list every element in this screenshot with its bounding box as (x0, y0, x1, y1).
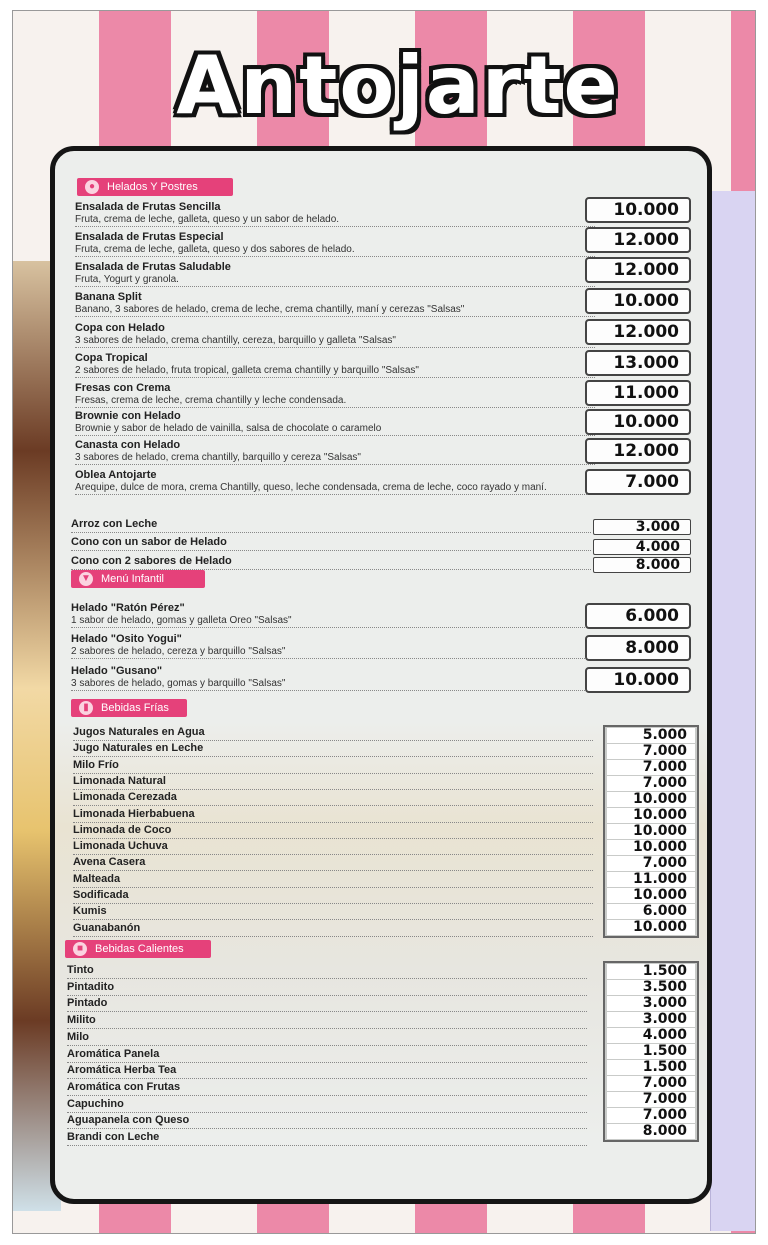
drink-name: Limonada Natural (73, 774, 593, 790)
item-description: Fruta, Yogurt y granola. (75, 274, 595, 287)
drink-price: 10.000 (607, 808, 695, 823)
menu-item (75, 322, 595, 348)
drink-name: Limonada Uchuva (73, 839, 593, 855)
drink-price: 10.000 (607, 792, 695, 807)
item-description: 1 sabor de helado, gomas y galleta Oreo "Salsas" (71, 615, 591, 628)
item-name: Banana Split (75, 291, 142, 303)
item-price: 11.000 (585, 380, 691, 406)
drink-price: 7.000 (607, 760, 695, 775)
hot-drink-icon: ■ (73, 942, 87, 956)
drink-price: 10.000 (607, 824, 695, 839)
menu-item (71, 665, 591, 691)
item-price: 12.000 (585, 319, 691, 345)
drink-name: Jugo Naturales en Leche (73, 741, 593, 757)
item-name: Copa Tropical (75, 352, 148, 364)
item-name: Fresas con Crema (75, 382, 171, 394)
drink-name: Pintado (67, 996, 587, 1012)
drink-name: Kumis (73, 904, 593, 920)
item-name: Oblea Antojarte (75, 469, 157, 481)
section-infantil-title: Menú Infantil (101, 573, 164, 585)
item-price: 10.000 (585, 409, 691, 435)
drink-name: Brandi con Leche (67, 1130, 587, 1146)
drink-price: 10.000 (607, 920, 695, 935)
drink-price: 11.000 (607, 872, 695, 887)
menu-item (75, 382, 595, 408)
item-description: 3 sabores de helado, crema chantilly, cereza, barquillo y galleta "Salsas" (75, 335, 595, 348)
drink-price: 1.500 (607, 1060, 695, 1075)
item-description: 2 sabores de helado, fruta tropical, galleta crema chantilly y barquillo "Salsas" (75, 365, 595, 378)
ice-cream-icon: ● (85, 180, 99, 194)
item-name: Ensalada de Frutas Saludable (75, 261, 231, 273)
item-price: 7.000 (585, 469, 691, 495)
menu-item-name: Cono con 2 sabores de Helado (71, 554, 591, 570)
drinks-illustration-right (710, 191, 755, 1231)
drink-price: 7.000 (607, 776, 695, 791)
item-name: Canasta con Helado (75, 439, 181, 451)
drink-price: 7.000 (607, 1108, 695, 1123)
drink-price: 7.000 (607, 856, 695, 871)
item-description: 3 sabores de helado, gomas y barquillo "Salsas" (71, 678, 591, 691)
item-name: Ensalada de Frutas Sencilla (75, 201, 221, 213)
item-description: Arequipe, dulce de mora, crema Chantilly, queso, leche condensada, crema de leche, coco rayado y maní. (75, 482, 595, 495)
menu-item-name: Arroz con Leche (71, 517, 591, 533)
menu-board (50, 146, 712, 1204)
drink-name: Milito (67, 1013, 587, 1029)
section-frias-header (71, 699, 187, 717)
drink-name: Limonada de Coco (73, 823, 593, 839)
item-price: 4.000 (593, 539, 691, 555)
item-description: Banano, 3 sabores de helado, crema de leche, crema chantilly, maní y cerezas "Salsas" (75, 304, 595, 317)
item-name: Copa con Helado (75, 322, 165, 334)
drink-price: 7.000 (607, 1092, 695, 1107)
item-price: 10.000 (585, 197, 691, 223)
section-helados-title: Helados Y Postres (107, 181, 198, 193)
drink-name: Aromática Herba Tea (67, 1063, 587, 1079)
section-helados-header (77, 178, 233, 196)
drink-price: 4.000 (607, 1028, 695, 1043)
brand-logo: Antojarte (176, 39, 620, 132)
drink-name: Capuchino (67, 1097, 587, 1113)
drink-name: Malteada (73, 872, 593, 888)
drink-name: Aromática con Frutas (67, 1080, 587, 1096)
drink-name: Sodificada (73, 888, 593, 904)
ice-cream-cone-icon: ▼ (79, 572, 93, 586)
menu-item (71, 633, 591, 659)
item-price: 3.000 (593, 519, 691, 535)
cold-drink-icon: ▮ (79, 701, 93, 715)
frias-price-table (603, 725, 699, 938)
item-price: 8.000 (585, 635, 691, 661)
item-name: Ensalada de Frutas Especial (75, 231, 224, 243)
drink-name: Pintadito (67, 980, 587, 996)
drink-price: 3.000 (607, 996, 695, 1011)
menu-item (75, 439, 595, 465)
calientes-price-table (603, 961, 699, 1142)
section-calientes-title: Bebidas Calientes (95, 943, 184, 955)
item-price: 10.000 (585, 667, 691, 693)
item-description: Fruta, crema de leche, galleta, queso y dos sabores de helado. (75, 244, 595, 257)
menu-item (71, 602, 591, 628)
drink-name: Limonada Cerezada (73, 790, 593, 806)
section-calientes-header (65, 940, 211, 958)
drink-name: Milo Frío (73, 758, 593, 774)
menu-item (75, 261, 595, 287)
drink-name: Jugos Naturales en Agua (73, 725, 593, 741)
drink-price: 3.500 (607, 980, 695, 995)
drink-price: 10.000 (607, 888, 695, 903)
drink-name: Limonada Hierbabuena (73, 807, 593, 823)
drink-name: Aromática Panela (67, 1047, 587, 1063)
item-price: 12.000 (585, 257, 691, 283)
drink-price: 8.000 (607, 1124, 695, 1139)
menu-item (75, 352, 595, 378)
drink-name: Tinto (67, 963, 587, 979)
drink-price: 6.000 (607, 904, 695, 919)
drink-price: 1.500 (607, 1044, 695, 1059)
drink-name: Aguapanela con Queso (67, 1113, 587, 1129)
drink-price: 3.000 (607, 1012, 695, 1027)
item-description: 3 sabores de helado, crema chantilly, barquillo y cereza "Salsas" (75, 452, 595, 465)
item-price: 6.000 (585, 603, 691, 629)
item-description: Brownie y sabor de helado de vainilla, salsa de chocolate o caramelo (75, 423, 595, 436)
menu-item (75, 291, 595, 317)
menu-item (75, 469, 595, 495)
item-description: 2 sabores de helado, cereza y barquillo "Salsas" (71, 646, 591, 659)
item-price: 8.000 (593, 557, 691, 573)
item-name: Helado "Osito Yogui" (71, 633, 182, 645)
menu-item-name: Cono con un sabor de Helado (71, 535, 591, 551)
item-price: 12.000 (585, 438, 691, 464)
drink-name: Guanabanón (73, 921, 593, 937)
drink-price: 5.000 (607, 728, 695, 743)
drink-price: 10.000 (607, 840, 695, 855)
drink-price: 7.000 (607, 1076, 695, 1091)
item-name: Helado "Ratón Pérez" (71, 602, 185, 614)
drink-price: 7.000 (607, 744, 695, 759)
item-description: Fresas, crema de leche, crema chantilly y leche condensada. (75, 395, 595, 408)
item-price: 12.000 (585, 227, 691, 253)
item-name: Helado "Gusano" (71, 665, 163, 677)
item-name: Brownie con Helado (75, 410, 181, 422)
drink-name: Avena Casera (73, 855, 593, 871)
drink-name: Milo (67, 1030, 587, 1046)
section-frias-title: Bebidas Frías (101, 702, 169, 714)
menu-item (75, 201, 595, 227)
menu-item (75, 231, 595, 257)
item-price: 10.000 (585, 288, 691, 314)
item-price: 13.000 (585, 350, 691, 376)
item-description: Fruta, crema de leche, galleta, queso y un sabor de helado. (75, 214, 595, 227)
section-infantil-header (71, 570, 205, 588)
menu-item (75, 410, 595, 436)
drink-price: 1.500 (607, 964, 695, 979)
